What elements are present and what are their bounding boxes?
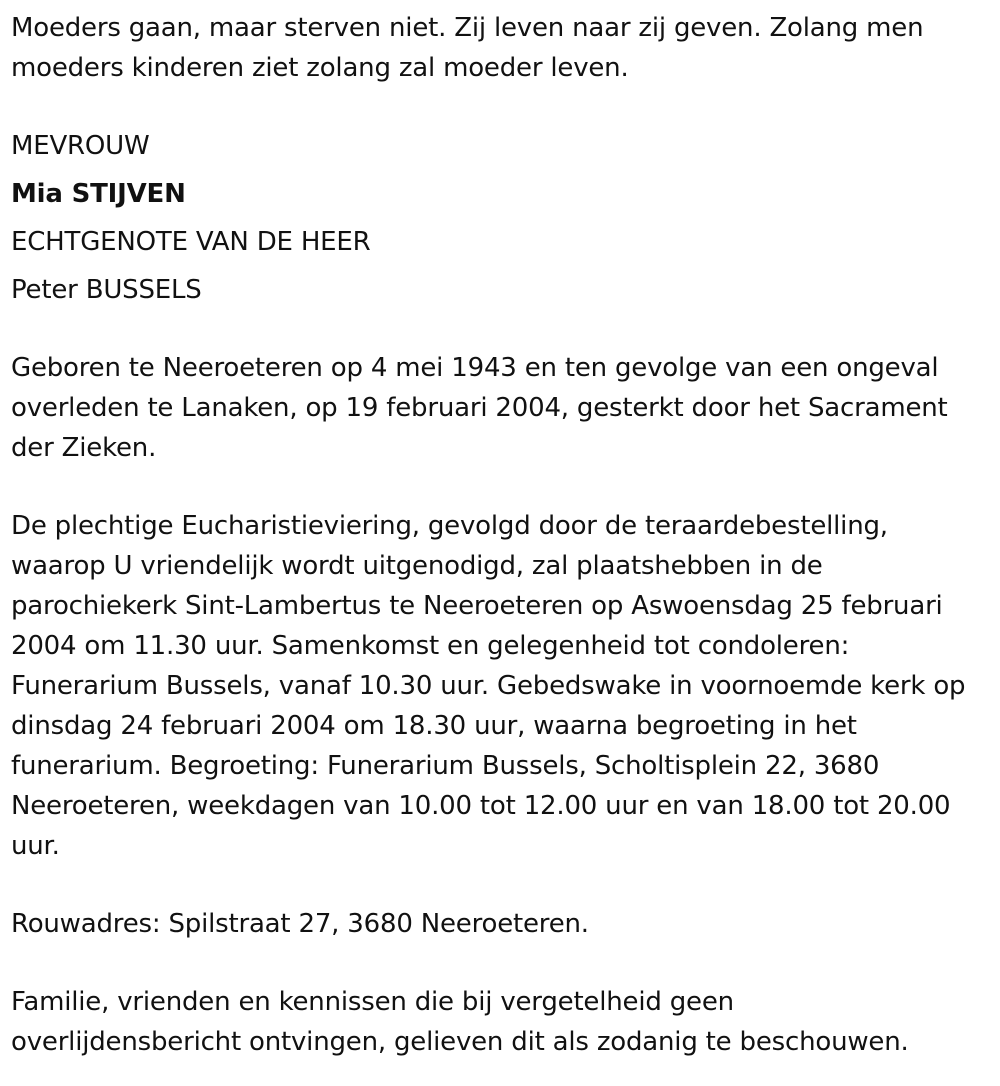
closing-paragraph: Familie, vrienden en kennissen die bij vergetelheid geen overlijdensbericht ontvingen, gelieven dit als zodanig te beschouwen. bbox=[11, 987, 909, 1057]
spacer bbox=[11, 310, 1000, 348]
deceased-block bbox=[11, 122, 1000, 314]
spacer bbox=[11, 866, 1000, 904]
spacer bbox=[11, 468, 1000, 506]
relation-label: ECHTGENOTE VAN DE HEER bbox=[11, 227, 371, 257]
spacer bbox=[11, 944, 1000, 982]
ceremony-paragraph: De plechtige Eucharistieviering, gevolgd door de teraardebestelling, waarop U vriendelijk wordt uitgenodigd, zal plaatshebben in de parochiekerk Sint-Lambertus te Neeroeteren op Aswoensdag 25 februari 2004 om 11.30 uur. Samenkomst en gelegenheid tot condoleren: Funerarium Bussels, vanaf 10.30 uur. Gebedswake in voornoemde kerk op dinsdag 24 februari 2004 om 18.30 uur, waarna begroeting in het funerarium. Begroeting: Funerarium Bussels, Scholtisplein 22, 3680 Neeroeteren, weekdagen van 10.00 tot 12.00 uur en van 18.00 tot 20.00 uur. bbox=[11, 511, 966, 861]
birth-death-paragraph: Geboren te Neeroeteren op 4 mei 1943 en ten gevolge van een ongeval overleden te Lanaken, op 19 februari 2004, gesterkt door het Sacrament der Zieken. bbox=[11, 353, 948, 463]
verse-paragraph: Moeders gaan, maar sterven niet. Zij leven naar zij geven. Zolang men moeders kinderen ziet zolang zal moeder leven. bbox=[11, 13, 924, 83]
spacer bbox=[11, 88, 1000, 126]
deceased-name: Mia STIJVEN bbox=[11, 179, 186, 209]
deceased-title: MEVROUW bbox=[11, 131, 150, 161]
spouse-name: Peter BUSSELS bbox=[11, 275, 202, 305]
address-paragraph: Rouwadres: Spilstraat 27, 3680 Neeroeteren. bbox=[11, 909, 589, 939]
